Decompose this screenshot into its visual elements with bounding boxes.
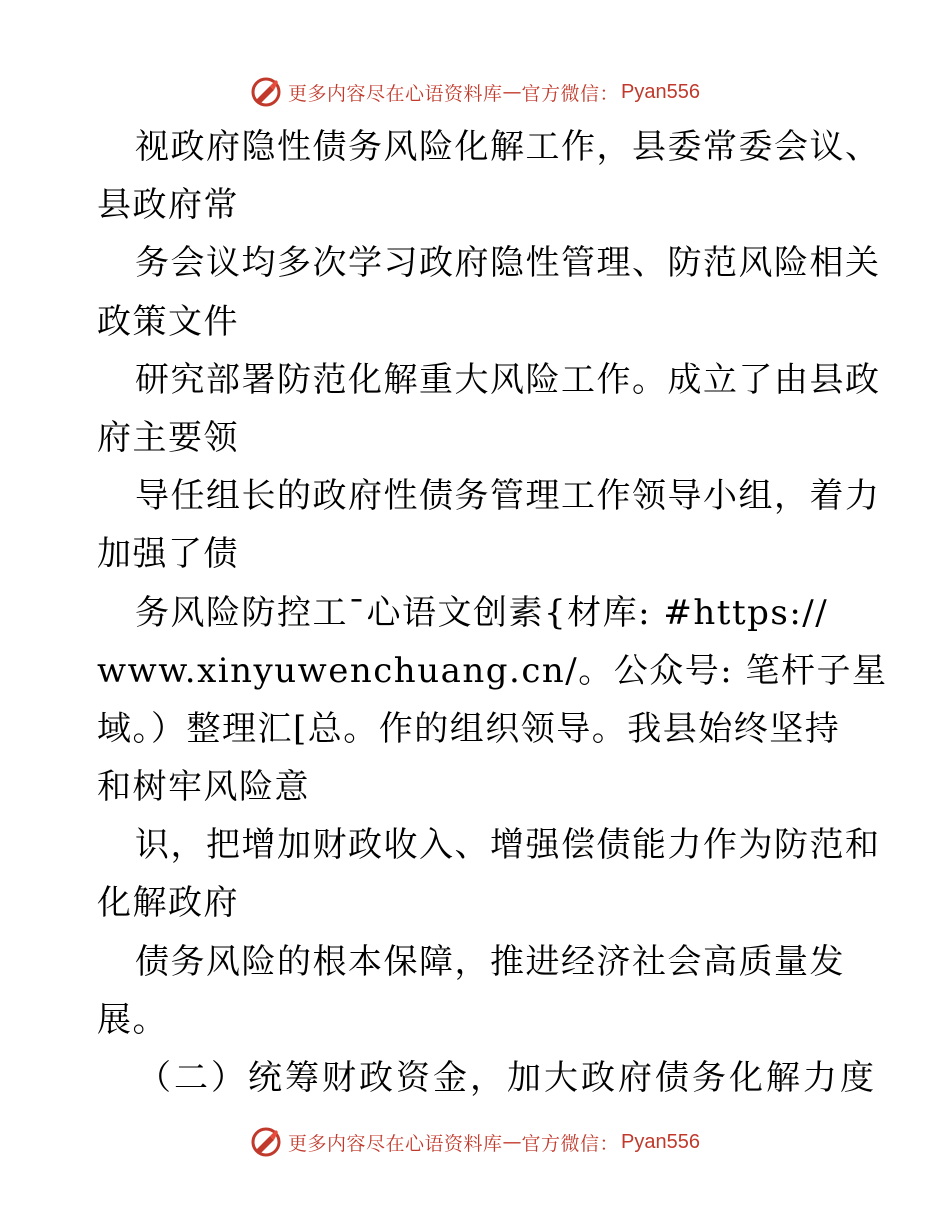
watermark-wechat-id: Pyan556 bbox=[621, 1130, 700, 1153]
footer-watermark bbox=[0, 1122, 950, 1162]
header-watermark bbox=[0, 72, 950, 112]
text-line: 政策文件 bbox=[97, 301, 239, 342]
text-line: 展。 bbox=[97, 999, 168, 1040]
watermark-text: 更多内容尽在心语资料库 bbox=[288, 1132, 503, 1155]
text-line: 域。）整理汇[总。作的组织领导。我县始终坚持 bbox=[97, 708, 841, 749]
text-line: 加强了债 bbox=[97, 534, 239, 575]
text-line: www.xinyuwenchuang.cn/。公众号: 笔杆子星 bbox=[97, 650, 888, 691]
text-line: 债务风险的根本保障，推进经济社会高质量发 bbox=[135, 941, 845, 982]
watermark-wechat-label: 官方微信： bbox=[521, 1132, 620, 1155]
text-line: 务会议均多次学习政府隐性管理、防范风险相关 bbox=[135, 243, 881, 284]
pen-logo-icon bbox=[250, 1126, 282, 1158]
watermark-separator: — bbox=[502, 1131, 522, 1153]
text-line: 务风险防控工¯心语文创素{材库: #https:// bbox=[135, 592, 829, 633]
text-line: 导任组长的政府性债务管理工作领导小组，着力 bbox=[135, 476, 881, 517]
text-line: 识，把增加财政收入、增强偿债能力作为防范和 bbox=[135, 825, 881, 866]
watermark-separator: — bbox=[502, 81, 522, 103]
section-heading: （二）统筹财政资金，加大政府债务化解力度 bbox=[137, 1058, 877, 1098]
watermark-text: 更多内容尽在心语资料库 bbox=[288, 82, 503, 105]
watermark-wechat-id: Pyan556 bbox=[621, 80, 700, 103]
document-body bbox=[97, 118, 888, 1107]
text-line: 研究部署防范化解重大风险工作。成立了由县政 bbox=[135, 359, 881, 400]
watermark-wechat-label: 官方微信： bbox=[521, 82, 620, 105]
text-line: 府主要领 bbox=[97, 417, 239, 458]
pen-logo-icon bbox=[250, 76, 282, 108]
text-line: 和树牢风险意 bbox=[97, 767, 310, 808]
text-line: 视政府隐性债务风险化解工作，县委常委会议、 bbox=[135, 127, 881, 167]
text-line: 县政府常 bbox=[97, 185, 239, 226]
text-line: 化解政府 bbox=[97, 883, 239, 924]
